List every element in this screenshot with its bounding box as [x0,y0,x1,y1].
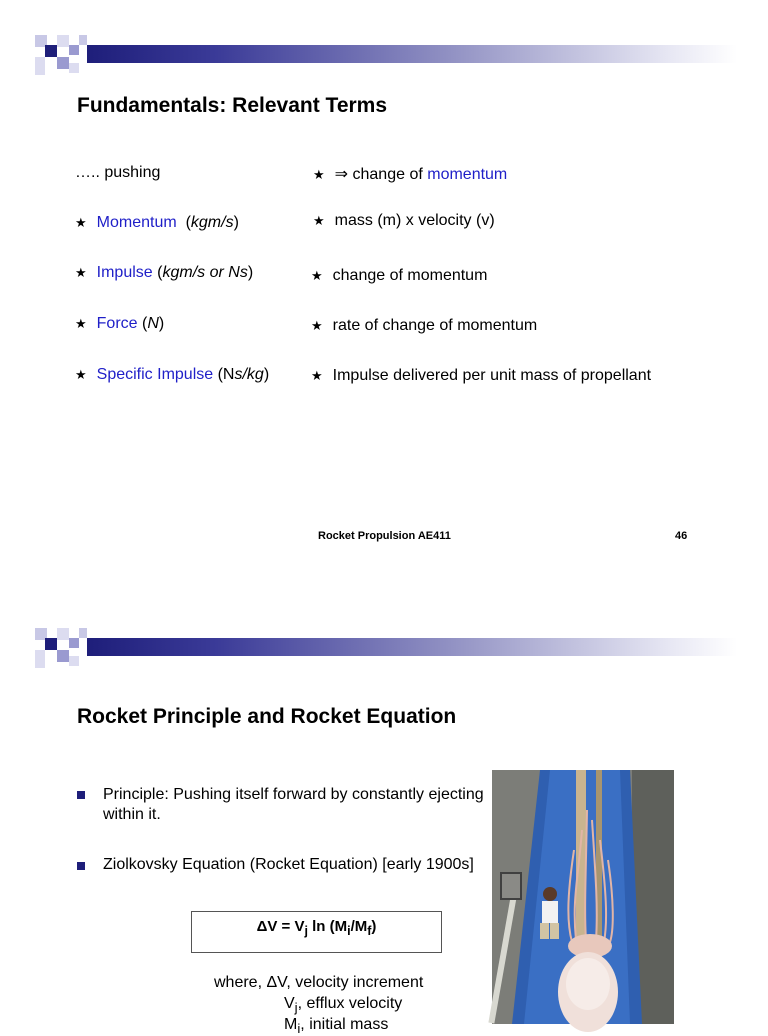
row-momentum-left [75,214,239,232]
header-squares [35,35,90,75]
footer-page-number: 46 [675,530,688,542]
where-line2 [284,995,402,1015]
eq-sub: i [347,924,351,938]
star-bullet-icon: ★ [311,368,323,383]
bullet-principle [103,785,484,825]
eq-part: ln (M [307,918,348,935]
row-pushing-left: ….. pushing [75,164,161,181]
square-bullet-icon [77,862,85,870]
eq-part: ) [371,918,377,935]
star-bullet-icon: ★ [311,268,323,283]
star-bullet-icon: ★ [313,213,325,228]
slide-header-decoration [35,628,705,668]
unit-open: ( [152,264,163,281]
row-pushing-right [313,164,507,184]
where-line3 [284,1016,388,1036]
unit-close: ) [233,214,239,231]
definition-momentum: mass (m) x velocity (v) [334,212,495,229]
slide-header-decoration [35,35,705,75]
row-momentum-right [313,212,495,230]
row-impulse-left [75,264,253,282]
eq-part: /M [350,918,368,935]
unit-force: N [147,315,159,332]
term-specific-impulse: Specific Impulse [96,366,214,383]
row-force-right [311,317,537,335]
unit-momentum: kgm/s [190,214,234,231]
star-bullet-icon: ★ [75,215,87,230]
var-sub: j [294,1000,298,1016]
slide-title: Rocket Principle and Rocket Equation [77,705,457,728]
var: M [284,1016,298,1033]
momentum-link-text: momentum [427,166,508,183]
right-text: ⇒ change of [334,166,428,183]
star-bullet-icon: ★ [75,265,87,280]
square-bullet-icon [77,791,85,799]
unit-open: ( [137,315,148,332]
eq-sub: f [367,924,372,938]
star-bullet-icon: ★ [311,318,323,333]
definition-force: rate of change of momentum [332,317,538,334]
star-bullet-icon: ★ [313,167,325,182]
term-force: Force [96,315,138,332]
equation-box [191,911,442,953]
desc: , initial mass [300,1016,389,1033]
row-specific-impulse-left [75,366,269,384]
photo-drawing [492,770,674,1024]
definition-specific-impulse: Impulse delivered per unit mass of propellant [332,367,652,384]
definition-impulse: change of momentum [332,267,488,284]
unit-close: ) [247,264,254,281]
header-gradient-bar [87,638,737,656]
slide-47 [0,590,768,1036]
unit-open: ( [176,214,191,231]
where-line1: where, ΔV, velocity increment [214,974,424,991]
row-impulse-right [311,267,487,285]
bullet-principle-line2: within it. [103,806,161,823]
star-bullet-icon: ★ [75,367,87,382]
var-sub: i [297,1021,301,1036]
unit-open: (N [213,366,235,383]
term-impulse: Impulse [96,264,153,281]
bullet-principle-line1: Principle: Pushing itself forward by constantly ejecting [103,786,484,803]
row-specific-impulse-right [311,367,651,385]
unit-close: ) [263,366,270,383]
giant-squid-photo [492,770,674,1024]
unit-specific-impulse: s/kg [234,366,264,383]
bullet-rocket-equation: Ziolkovsky Equation (Rocket Equation) [early 1900s] [103,856,474,873]
eq-part: ΔV = V [256,918,305,935]
var: V [284,995,295,1012]
desc: , efflux velocity [297,995,403,1012]
eq-sub: j [304,924,308,938]
star-bullet-icon: ★ [75,316,87,331]
term-momentum: Momentum [96,214,177,231]
footer-course: Rocket Propulsion AE411 [318,530,451,542]
unit-impulse: kgm/s or Ns [162,264,248,281]
rocket-equation [192,918,441,938]
slide-title: Fundamentals: Relevant Terms [77,94,388,117]
unit-close: ) [158,315,165,332]
row-force-left [75,315,164,333]
header-gradient-bar [87,45,737,63]
header-squares [35,628,90,668]
